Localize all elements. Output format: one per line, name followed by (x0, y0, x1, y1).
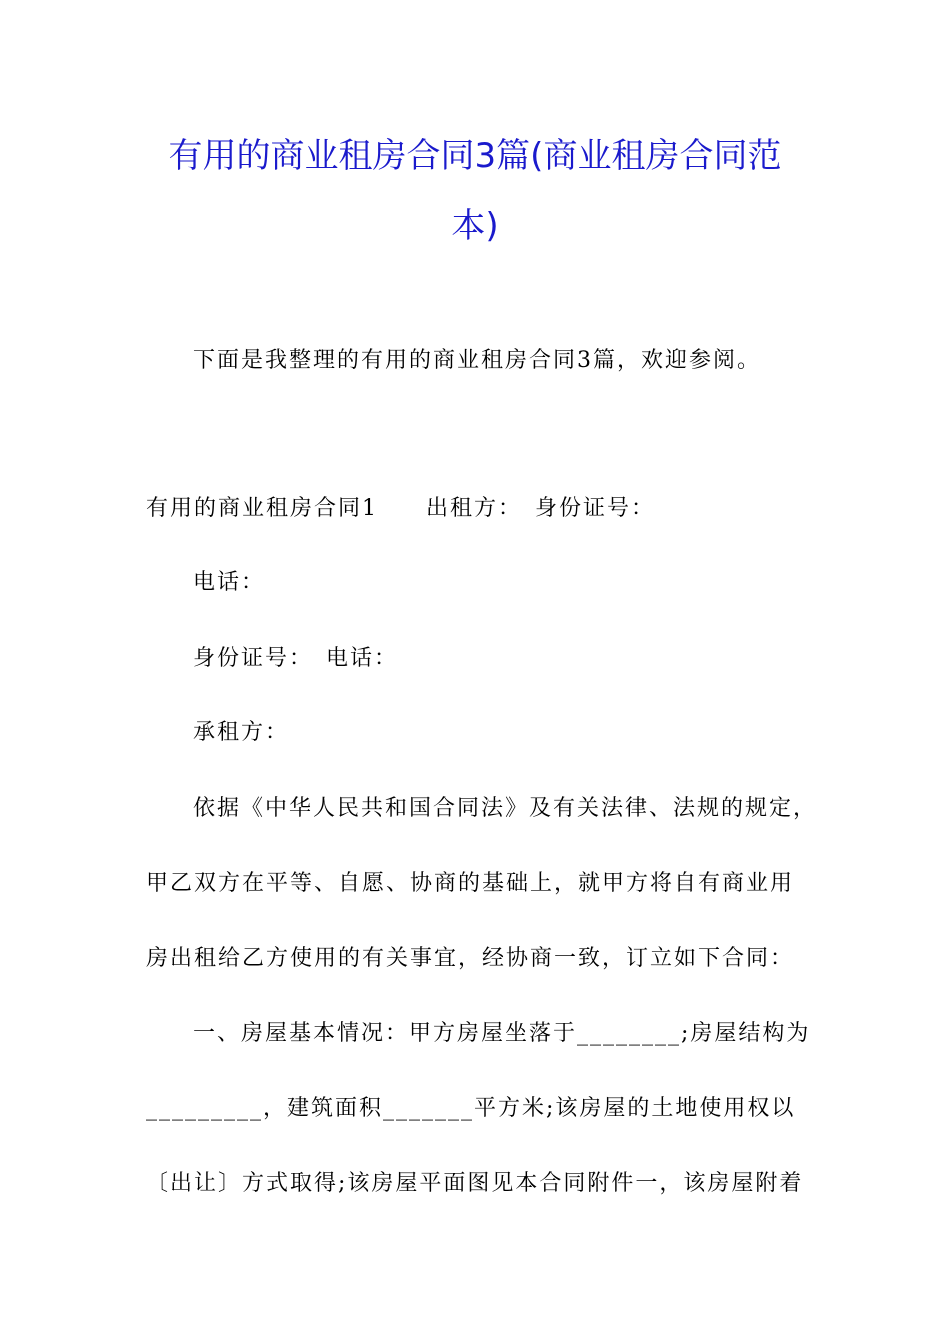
paragraph-line: 依据《中华人民共和国合同法》及有关法律、法规的规定， (193, 796, 818, 821)
document-title-line-2: 本) (451, 206, 499, 246)
intro-paragraph: 下面是我整理的有用的商业租房合同3篇，欢迎参阅。 (193, 348, 761, 373)
lessee-line: 承租方： (193, 720, 290, 745)
paragraph-line: 房出租给乙方使用的有关事宜，经协商一致，订立如下合同： (146, 946, 795, 971)
id-phone-line: 身份证号： 电话： (193, 646, 399, 671)
document-title-line-1: 有用的商业租房合同3篇(商业租房合同范 (168, 136, 782, 176)
paragraph-line: 甲乙双方在平等、自愿、协商的基础上，就甲方将自有商业用 (146, 871, 795, 896)
paragraph-line: 〔出让〕方式取得;该房屋平面图见本合同附件一，该房屋附着 (146, 1171, 804, 1196)
paragraph-line: _________，建筑面积_______平方米;该房屋的土地使用权以 (146, 1096, 796, 1121)
paragraph-line: 一、房屋基本情况：甲方房屋坐落于________;房屋结构为 (193, 1021, 811, 1046)
contract-heading-line: 有用的商业租房合同1 出租方： 身份证号： (146, 496, 655, 521)
phone-line: 电话： (193, 570, 266, 595)
